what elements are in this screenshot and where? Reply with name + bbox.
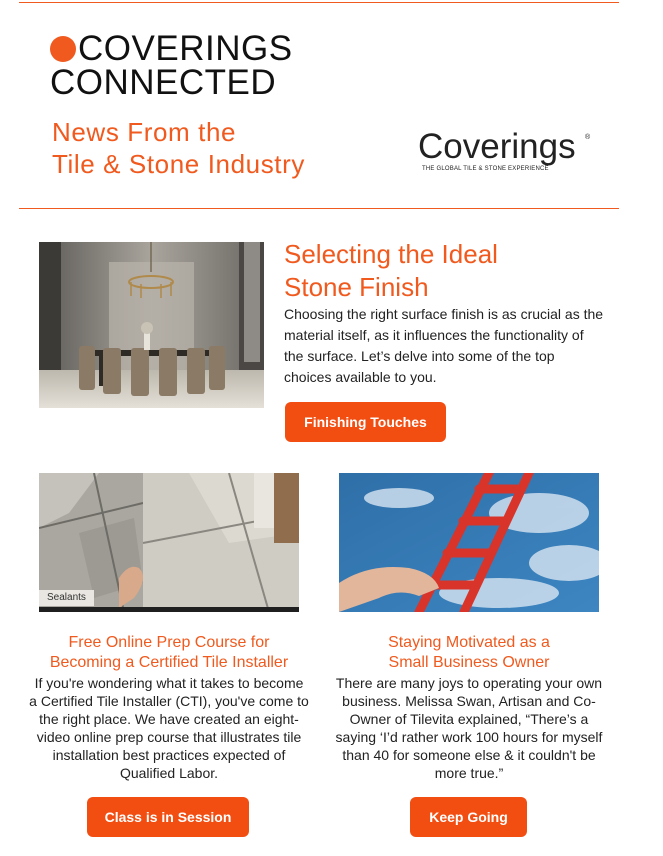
right-article-body: There are many joys to operating your own business. Melissa Swan, Artisan and Co-Owner of Tilevita explained, “There’s a saying ‘I’d rather work 100 hours for myself than 40 for someone else & it couldn't be more true.” — [335, 675, 603, 781]
dining-room-photo[interactable] — [39, 242, 264, 408]
top-divider — [19, 2, 619, 3]
red-ladder-photo[interactable] — [339, 473, 599, 612]
registered-mark: ® — [585, 134, 591, 141]
feature-body: Choosing the right surface finish is as crucial as the material itself, as it influences the functionality of the surface. Let’s delve into some of the top choices available to you. — [284, 306, 604, 385]
feature-title[interactable] — [284, 238, 614, 304]
right-title-line-2: Small Business Owner — [388, 654, 550, 671]
coverings-logo-word: Coverings — [418, 127, 576, 166]
right-article-title[interactable] — [319, 633, 619, 673]
right-title-line-1: Staying Motivated as a — [388, 634, 550, 651]
class-is-in-session-button[interactable]: Class is in Session — [87, 797, 249, 837]
brand-line-1: COVERINGS — [78, 29, 293, 68]
feature-title-line-2: Stone Finish — [284, 272, 429, 302]
header-divider — [19, 208, 619, 209]
tagline-line-1: News From the — [52, 117, 237, 147]
brand-line-2: CONNECTED — [50, 63, 277, 102]
coverings-logo[interactable] — [418, 128, 593, 176]
left-article-body: If you're wondering what it takes to become a Certified Tile Installer (CTI), you've come to the right place. We have created an eight-video online prep course that illustrates tile installation best practices expected of Qualified Labor. — [29, 675, 309, 781]
feature-title-line-1: Selecting the Ideal — [284, 239, 498, 269]
tile-sealant-photo[interactable] — [39, 473, 299, 612]
left-title-line-2: Becoming a Certified Tile Installer — [49, 654, 289, 671]
coverings-logo-subtitle: THE GLOBAL TILE & STONE EXPERIENCE — [422, 166, 549, 172]
tagline-line-2: Tile & Stone Industry — [52, 149, 305, 179]
orange-dot-icon — [50, 36, 76, 62]
keep-going-button[interactable]: Keep Going — [410, 797, 527, 837]
image-caption: Sealants — [39, 590, 94, 606]
finishing-touches-button[interactable]: Finishing Touches — [285, 402, 446, 442]
left-article-title[interactable] — [19, 633, 319, 673]
left-title-line-1: Free Online Prep Course for — [68, 634, 270, 651]
newsletter-tagline — [52, 116, 382, 180]
